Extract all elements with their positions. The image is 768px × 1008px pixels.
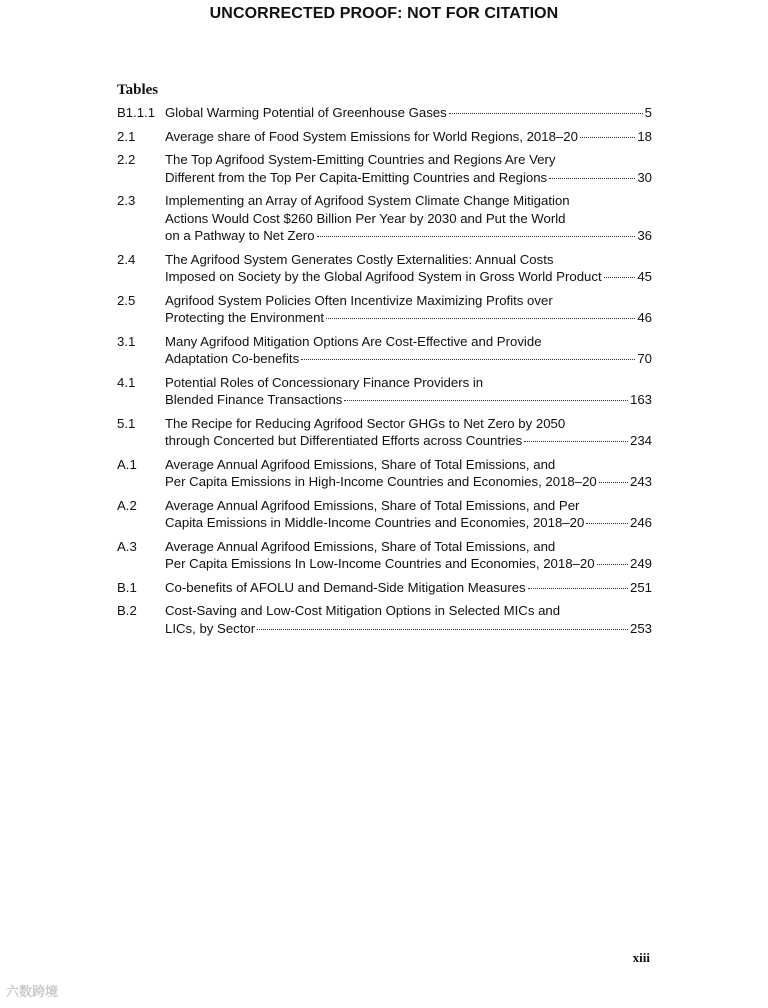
toc-entry[interactable] [117, 374, 652, 409]
entry-number: 2.4 [117, 251, 136, 267]
entry-page-number: 243 [629, 474, 652, 489]
entry-title-line: Average Annual Agrifood Emissions, Share of Total Emissions, and [165, 538, 556, 554]
entry-title-line: Protecting the Environment [165, 310, 325, 325]
dot-leader [344, 400, 628, 401]
toc-entry[interactable] [117, 497, 652, 532]
proof-header: UNCORRECTED PROOF: NOT FOR CITATION [209, 5, 559, 22]
entry-number: B.1 [117, 579, 137, 595]
dot-leader [597, 564, 628, 565]
entry-title [165, 538, 652, 573]
entry-number: 2.2 [117, 152, 136, 167]
entry-title-line: LICs, by Sector [165, 620, 256, 636]
dot-leader [528, 588, 628, 589]
entry-page-number: 163 [629, 392, 652, 407]
entry-number: 5.1 [117, 415, 136, 431]
entry-title-last-line [165, 432, 652, 450]
entry-page-number: 70 [637, 351, 652, 366]
toc-entry[interactable] [117, 251, 652, 286]
entry-title [165, 497, 652, 532]
entry-title [165, 128, 652, 146]
entry-title-last-line [165, 473, 652, 491]
dot-leader [586, 523, 628, 524]
entry-title-last-line [165, 169, 652, 187]
entry-title-line: Potential Roles of Concessionary Finance Providers in [165, 374, 484, 390]
entry-title-line: Adaptation Co-benefits [165, 351, 300, 366]
toc-entry[interactable] [117, 192, 652, 245]
entry-number: B.2 [117, 603, 137, 618]
dot-leader [326, 318, 635, 319]
entry-title [165, 602, 652, 637]
entry-number: A.3 [117, 538, 137, 554]
entry-page-number: 46 [637, 310, 652, 325]
entry-title [165, 104, 652, 122]
entry-title-line: Average Annual Agrifood Emissions, Share of Total Emissions, and [165, 456, 556, 472]
entry-title-line: The Agrifood System Generates Costly Externalities: Annual Costs [165, 251, 554, 267]
dot-leader [257, 629, 628, 630]
entry-title-line: Global Warming Potential of Greenhouse Gases [165, 105, 447, 120]
entry-page-number: 5 [644, 105, 652, 120]
entry-title [165, 292, 652, 327]
entry-number: A.2 [117, 497, 137, 513]
entry-page-number: 249 [629, 556, 652, 571]
dot-leader [317, 236, 636, 237]
toc-entry[interactable] [117, 602, 652, 637]
entry-title [165, 251, 652, 286]
entry-title-line: Average Annual Agrifood Emissions, Share of Total Emissions, and Per [165, 497, 580, 513]
toc-entry[interactable] [117, 128, 652, 146]
section-title: Tables [117, 82, 159, 98]
entry-title-line: Co-benefits of AFOLU and Demand-Side Mitigation Measures [165, 579, 526, 595]
table-list [117, 104, 652, 643]
entry-page-number: 36 [637, 228, 652, 243]
entry-page-number: 251 [629, 579, 652, 595]
entry-title-line: The Recipe for Reducing Agrifood Sector GHGs to Net Zero by 2050 [165, 415, 566, 431]
entry-title-line: Actions Would Cost $260 Billion Per Year by 2030 and Put the World [165, 210, 566, 226]
entry-title-last-line [165, 391, 652, 409]
entry-number: 3.1 [117, 333, 136, 349]
entry-title-line: Capita Emissions in Middle-Income Countries and Economies, 2018–20 [165, 515, 585, 530]
entry-title [165, 333, 652, 368]
dot-leader [604, 277, 636, 278]
entry-page-number: 234 [629, 433, 652, 448]
entry-title-line: Imposed on Society by the Global Agrifood System in Gross World Product [165, 269, 602, 284]
entry-page-number: 253 [629, 620, 652, 636]
entry-title-last-line [165, 555, 652, 573]
entry-title-line: Implementing an Array of Agrifood System Climate Change Mitigation [165, 193, 570, 208]
dot-leader [449, 113, 643, 114]
toc-entry[interactable] [117, 104, 652, 122]
entry-title-line: on a Pathway to Net Zero [165, 228, 315, 243]
entry-number: 2.1 [117, 128, 136, 144]
page-number: xiii [632, 950, 650, 965]
entry-title-line: Different from the Top Per Capita-Emitting Countries and Regions [165, 169, 548, 185]
dot-leader [580, 137, 635, 138]
entry-title-line: Agrifood System Policies Often Incentivize Maximizing Profits over [165, 292, 553, 308]
entry-number: 4.1 [117, 374, 136, 390]
entry-title-last-line [165, 350, 652, 368]
dot-leader [301, 359, 635, 360]
entry-title-line: Average share of Food System Emissions for World Regions, 2018–20 [165, 128, 578, 144]
entry-title [165, 192, 652, 245]
watermark: 六数跨境 [6, 984, 59, 999]
entry-title-line: Per Capita Emissions in High-Income Countries and Economies, 2018–20 [165, 474, 597, 489]
toc-entry[interactable] [117, 333, 652, 368]
entry-title-last-line [165, 309, 652, 327]
entry-title-last-line [165, 227, 652, 245]
entry-title-last-line [165, 579, 652, 597]
entry-page-number: 45 [637, 269, 652, 284]
toc-entry[interactable] [117, 151, 652, 186]
entry-page-number: 30 [637, 169, 652, 185]
dot-leader [549, 178, 635, 179]
dot-leader [524, 441, 628, 442]
toc-entry[interactable] [117, 456, 652, 491]
toc-entry[interactable] [117, 579, 652, 597]
toc-entry[interactable] [117, 538, 652, 573]
entry-title-line: Per Capita Emissions In Low-Income Countries and Economies, 2018–20 [165, 556, 595, 571]
entry-number: B1.1.1 [117, 105, 156, 120]
entry-title-last-line [165, 104, 652, 122]
entry-title-line: Cost-Saving and Low-Cost Mitigation Options in Selected MICs and [165, 603, 561, 618]
entry-title [165, 151, 652, 186]
entry-title-line: The Top Agrifood System-Emitting Countries and Regions Are Very [165, 152, 556, 167]
entry-number: A.1 [117, 456, 137, 472]
entry-title-line: Many Agrifood Mitigation Options Are Cost-Effective and Provide [165, 333, 542, 349]
entry-title-last-line [165, 268, 652, 286]
entry-title-last-line [165, 128, 652, 146]
entry-title [165, 374, 652, 409]
toc-entry[interactable] [117, 292, 652, 327]
toc-entry[interactable] [117, 415, 652, 450]
entry-title-last-line [165, 620, 652, 638]
entry-number: 2.3 [117, 193, 136, 208]
entry-number: 2.5 [117, 292, 136, 308]
entry-title-line: through Concerted but Differentiated Efforts across Countries [165, 433, 523, 448]
entry-title [165, 579, 652, 597]
entry-title [165, 456, 652, 491]
dot-leader [599, 482, 628, 483]
entry-title-last-line [165, 514, 652, 532]
entry-page-number: 246 [629, 515, 652, 530]
entry-title [165, 415, 652, 450]
entry-page-number: 18 [637, 128, 652, 144]
entry-title-line: Blended Finance Transactions [165, 392, 343, 407]
